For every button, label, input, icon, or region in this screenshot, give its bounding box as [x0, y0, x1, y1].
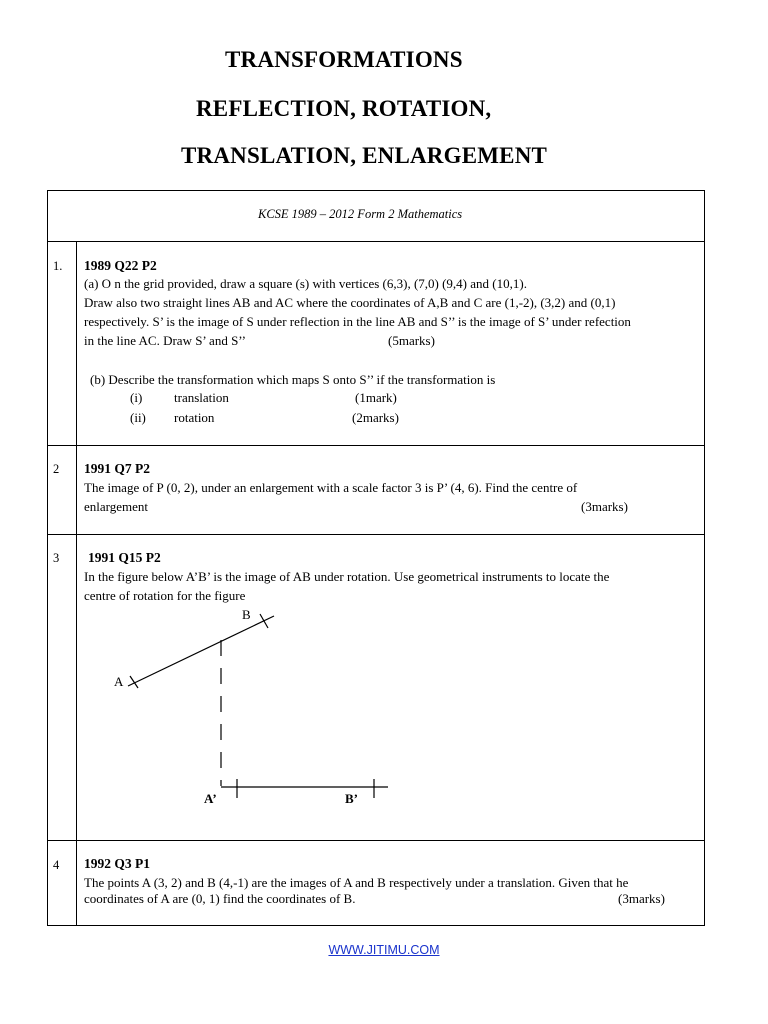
table-border-top — [47, 190, 705, 191]
question-number: 2 — [53, 462, 60, 476]
row-divider — [47, 840, 705, 841]
table-border-bottom — [47, 925, 705, 926]
marks-label: (3marks) — [581, 499, 628, 514]
marks-label: (1mark) — [355, 390, 397, 405]
rotation-figure — [100, 600, 420, 820]
question-text-line: in the line AC. Draw S’ and S’’ — [84, 333, 246, 348]
subpart-number: (i) — [130, 390, 143, 405]
table-subtitle: KCSE 1989 – 2012 Form 2 Mathematics — [258, 207, 463, 221]
question-text-line: Draw also two straight lines AB and AC where the coordinates of A,B and C are (1,-2), (3,2) and (0,1) — [84, 295, 616, 310]
table-border-right — [704, 190, 705, 926]
question-part-b: (b) Describe the transformation which maps S onto S’’ if the transformation is — [90, 372, 496, 387]
footer-website-link[interactable]: WWW.JITIMU.COM — [328, 943, 440, 957]
question-text-line: The points A (3, 2) and B (4,-1) are the images of A and B respectively under a translation. Given that he — [84, 875, 629, 890]
question-text-line: In the figure below A’B’ is the image of AB under rotation. Use geometrical instruments to locate the — [84, 569, 610, 584]
question-text-line: The image of P (0, 2), under an enlargement with a scale factor 3 is P’ (4, 6). Find the centre of — [84, 480, 578, 495]
subpart-text: rotation — [174, 410, 215, 425]
row-divider — [47, 241, 705, 242]
title-line-3: TRANSLATION, ENLARGEMENT — [181, 143, 548, 168]
segment-ab — [128, 616, 274, 686]
tick-mark-b — [260, 614, 268, 628]
question-number: 3 — [53, 551, 60, 565]
row-divider — [47, 534, 705, 535]
title-line-1: TRANSFORMATIONS — [225, 47, 463, 72]
label-b: B — [242, 607, 251, 622]
question-heading: 1991 Q15 P2 — [88, 550, 161, 565]
table-border-left — [47, 190, 48, 926]
marks-label: (2marks) — [352, 410, 399, 425]
question-text-line: respectively. S’ is the image of S under reflection in the line AB and S’’ is the image of S’ under refection — [84, 314, 631, 329]
label-b-prime: B’ — [345, 791, 358, 806]
question-text-line: enlargement — [84, 499, 149, 514]
title-line-2: REFLECTION, ROTATION, — [196, 96, 492, 121]
question-heading: 1992 Q3 P1 — [84, 856, 150, 871]
question-text-line: centre of rotation for the figure — [84, 588, 246, 603]
marks-label: (3marks) — [618, 891, 665, 906]
question-heading: 1989 Q22 P2 — [84, 258, 157, 273]
question-text-line: (a) O n the grid provided, draw a square (s) with vertices (6,3), (7,0) (9,4) and (10,1). — [84, 276, 527, 291]
question-number: 4 — [53, 858, 60, 872]
column-divider — [76, 241, 77, 926]
label-a-prime: A’ — [204, 791, 217, 806]
question-heading: 1991 Q7 P2 — [84, 461, 150, 476]
row-divider — [47, 445, 705, 446]
label-a: A — [114, 674, 124, 689]
subpart-text: translation — [174, 390, 229, 405]
question-number: 1. — [53, 259, 63, 273]
question-text-line: coordinates of A are (0, 1) find the coordinates of B. — [84, 891, 356, 906]
subpart-number: (ii) — [130, 410, 146, 425]
marks-label: (5marks) — [388, 333, 435, 348]
